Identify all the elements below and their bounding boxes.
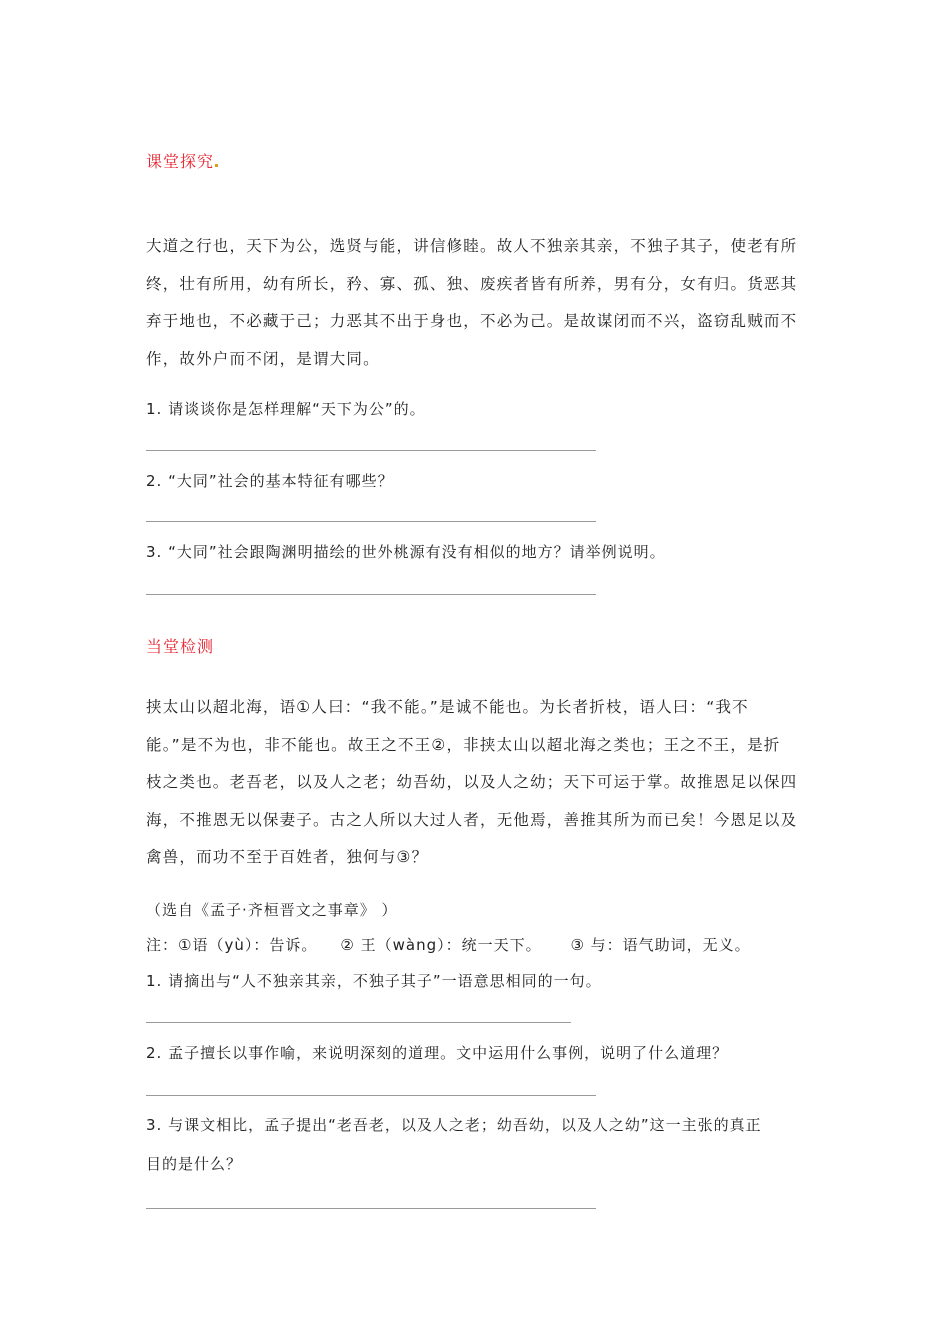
passage-line: 枝之类也。老吾老，以及人之老；幼吾幼，以及人之幼；天下可运于掌。故推恩足以保四	[146, 773, 798, 791]
answer-line[interactable]	[146, 1022, 571, 1023]
answer-line[interactable]	[146, 594, 596, 595]
question-3-continued: 目的是什么？	[146, 1155, 243, 1173]
section-heading-in-class-test: 当堂检测	[146, 637, 215, 656]
section-heading-classroom-inquiry	[146, 152, 810, 172]
passage-line: 终，壮有所用，幼有所长，矜、寡、孤、独、废疾者皆有所养，男有分，女有归。货恶其	[146, 274, 798, 293]
passage-line: 作，故外户而不闭，是谓大同。	[146, 349, 380, 368]
passage-line: 能。”是不为也，非不能也。故王之不王②，非挟太山以超北海之类也；王之不王，是折	[146, 735, 781, 754]
question-3: 3. “大同”社会跟陶渊明描绘的世外桃源有没有相似的地方？请举例说明。	[146, 543, 666, 561]
heading-text: 课堂探究	[146, 152, 215, 171]
source-citation: （选自《孟子·齐桓晋文之事章》 ）	[146, 901, 398, 919]
answer-line[interactable]	[146, 1095, 596, 1096]
question-1: 1. 请摘出与“人不独亲其亲，不独子其子”一语意思相同的一句。	[146, 972, 602, 990]
passage-datong	[146, 228, 810, 378]
question-2: 2. 孟子擅长以事作喻，来说明深刻的道理。文中运用什么事例，说明了什么道理？	[146, 1044, 729, 1062]
answer-line[interactable]	[146, 521, 596, 522]
passage-line: 海，不推恩无以保妻子。古之人所以大过人者，无他焉，善推其所为而已矣！今恩足以及	[146, 810, 798, 829]
question-1: 1. 请谈谈你是怎样理解“天下为公”的。	[146, 400, 426, 418]
answer-line[interactable]	[146, 450, 596, 451]
passage-line: 弃于地也，不必藏于己；力恶其不出于身也，不必为己。是故谋闭而不兴，盗窃乱贼而不	[146, 312, 798, 330]
marker-dot	[215, 164, 218, 167]
annotation-note: 注：①语（yù）：告诉。 ② 王（wàng）：统一天下。 ③ 与：语气助词，无义。	[146, 936, 751, 954]
passage-line: 大道之行也，天下为公，选贤与能，讲信修睦。故人不独亲其亲，不独子其子，使老有所	[146, 237, 798, 255]
question-2: 2. “大同”社会的基本特征有哪些？	[146, 472, 394, 490]
passage-mencius	[146, 689, 810, 877]
passage-line: 挟太山以超北海，语①人曰：“我不能。”是诚不能也。为长者折枝，语人曰：“我不	[146, 698, 749, 716]
answer-line[interactable]	[146, 1208, 596, 1209]
passage-line: 禽兽，而功不至于百姓者，独何与③？	[146, 848, 429, 866]
question-3: 3. 与课文相比，孟子提出“老吾老，以及人之老；幼吾幼，以及人之幼”这一主张的真正	[146, 1116, 762, 1134]
